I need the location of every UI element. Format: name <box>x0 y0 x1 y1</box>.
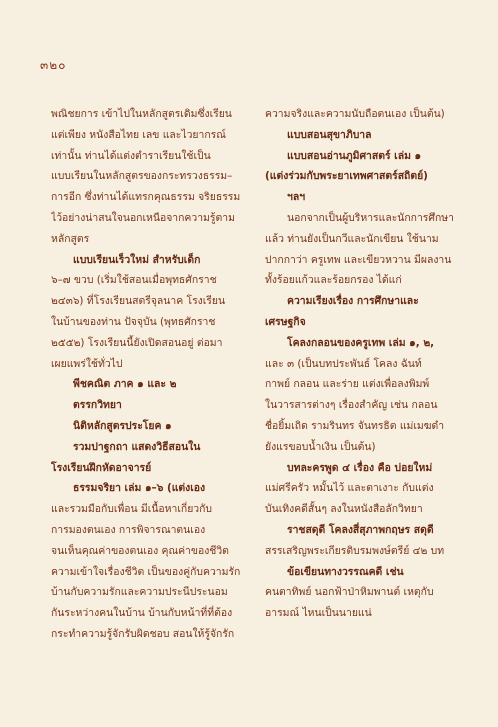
heading-line: ข้อเขียนทางวรรณคดี เช่น <box>287 565 404 578</box>
heading-line: แบบสอนสุขาภิบาล <box>287 128 372 141</box>
heading-line: นิติหลักสูตรประโยค ๑ <box>73 419 172 432</box>
heading-line: แบบเรียนเร็วใหม่ สำหรับเด็ก <box>73 253 201 266</box>
text-line: เท่านั้น ท่านได้แต่งตำราเรียนใช้เป็น <box>51 149 211 162</box>
text-line: แบบเรียนในหลักสูตรของกระทรวงธรรม– <box>51 170 233 183</box>
text-line: พณิชยการ เข้าไปในหลักสูตรเดิมซึ่งเรียน <box>51 108 232 120</box>
heading-line: ความเรียงเรื่อง การศึกษาและ <box>287 295 419 308</box>
text-line: ไว้อย่างน่าสนใจนอกเหนือจากความรู้ตาม <box>51 211 235 224</box>
text-line: แม่ศรีครัว หมั้นไว้ และตาเงาะ กับแต่ง <box>265 482 434 495</box>
right-text-column <box>265 104 457 624</box>
text-line: และรวมมือกับเพื่อน มีเนื้อหาเกี่ยวกับ <box>51 503 213 516</box>
text-line: ๖–๗ ขวบ (เริ่มใช้สอนเมื่อพุทธศักราช <box>51 274 217 287</box>
text-line: การอีก ซึ่งท่านได้แทรกคุณธรรม จริยธรรม <box>51 191 241 204</box>
text-line: ในบ้านของท่าน ปัจจุบัน (พุทธศักราช <box>51 315 216 328</box>
text-line: และ ๓ (เป็นบทประพันธ์ โคลง ฉันท์ <box>265 357 422 370</box>
left-text-column <box>51 104 247 645</box>
text-line: จนเห็นคุณค่าของตนเอง คุณค่าของชีวิต <box>51 544 229 557</box>
heading-line: ราชสดุดี โคลงสี่สุภาพกฤษร สดุดี <box>287 523 434 536</box>
text-line: เผยแพร่ใช้ทั่วไป <box>51 357 123 370</box>
page-number: ๓๒๐ <box>40 58 67 72</box>
text-line: อารมณ์ ไหนเป็นนายแน่ <box>265 607 372 620</box>
heading-line: ธรรมจริยา เล่ม ๑–๖ (แต่งเอง <box>73 482 206 495</box>
text-line: ในวารสารต่างๆ เรื่องสำคัญ เช่น กลอน <box>265 399 438 412</box>
text-line: ปากกาว่า ครูเทพ และเขียวหวาน มีผลงาน <box>265 253 452 266</box>
heading-line: ฯลฯ <box>287 191 306 204</box>
heading-line: เศรษฐกิจ <box>265 315 306 328</box>
text-line: แต่เพียง หนังสือไทย เลข และไวยากรณ์ <box>51 128 226 141</box>
text-line: ความเข้าใจเรื่องชีวิต เป็นของคู่กับความรัก <box>51 565 241 578</box>
heading-line: บทละครพูด ๔ เรื่อง คือ บ่อยใหม่ <box>287 461 433 474</box>
text-line: ชื่อยิ้มเถิด รามรินทร จันทรธิต แม่เมฆดำ <box>265 419 445 432</box>
text-line: บันเทิงคดีสั้นๆ ลงในหนังสือลักวิทยา <box>265 503 423 516</box>
heading-line: รวมปาฐกถา แสดงวิธีสอนใน <box>73 440 201 453</box>
text-line: ยังแรขอบน้ำเงิน เป็นต้น) <box>265 440 376 453</box>
heading-line: โคลงกลอนของครูเทพ เล่ม ๑, ๒, <box>287 336 435 349</box>
text-line: คนตาทิพย์ นอกฟ้าป่าหิมพานต์ เหตุกับ <box>265 586 434 599</box>
text-line: ๒๔๓๖) ที่โรงเรียนสตรีจุลนาค โรงเรียน <box>51 295 226 308</box>
heading-line: โรงเรียนฝึกหัดอาจารย์ <box>51 461 152 474</box>
heading-line: (แต่งร่วมกับพระยาเทพศาสตร์สถิตย์) <box>265 170 428 183</box>
text-line: ความจริงและความนับถือตนเอง เป็นต้น) <box>265 108 445 120</box>
text-line: กันระหว่างคนในบ้าน บ้านกับหน้าที่ที่ต้อง <box>51 607 233 620</box>
text-line: หลักสูตร <box>51 232 90 245</box>
heading-line: แบบสอนอ่านภูมิศาสตร์ เล่ม ๑ <box>287 149 422 162</box>
text-line: กระทำความรู้จักรับผิดชอบ สอนให้รู้จักรัก <box>51 627 235 640</box>
text-line: แล้ว ท่านยังเป็นกวีและนักเขียน ใช้นาม <box>265 232 439 245</box>
text-line: การมองตนเอง การพิจารณาตนเอง <box>51 523 206 536</box>
text-line: กาพย์ กลอน และร่าย แต่งเพื่อลงพิมพ์ <box>265 378 430 391</box>
text-line: ทั้งร้อยแก้วและร้อยกรอง ได้แก่ <box>265 274 402 287</box>
heading-line: ตรรกวิทยา <box>73 399 122 412</box>
text-line: ๒๕๕๒) โรงเรียนนี้ยังเปิดสอนอยู่ ต่อมา <box>51 336 223 349</box>
text-line: นอกจากเป็นผู้บริหารและนักการศึกษา <box>287 211 454 224</box>
heading-line: พีชคณิต ภาค ๑ และ ๒ <box>73 378 177 391</box>
text-line: บ้านกับความรักและความประนีประนอม <box>51 586 228 599</box>
text-line: สรรเสริญพระเกียรติบรมพงษ์ตรีย์ ๔๒ บท <box>265 544 445 557</box>
